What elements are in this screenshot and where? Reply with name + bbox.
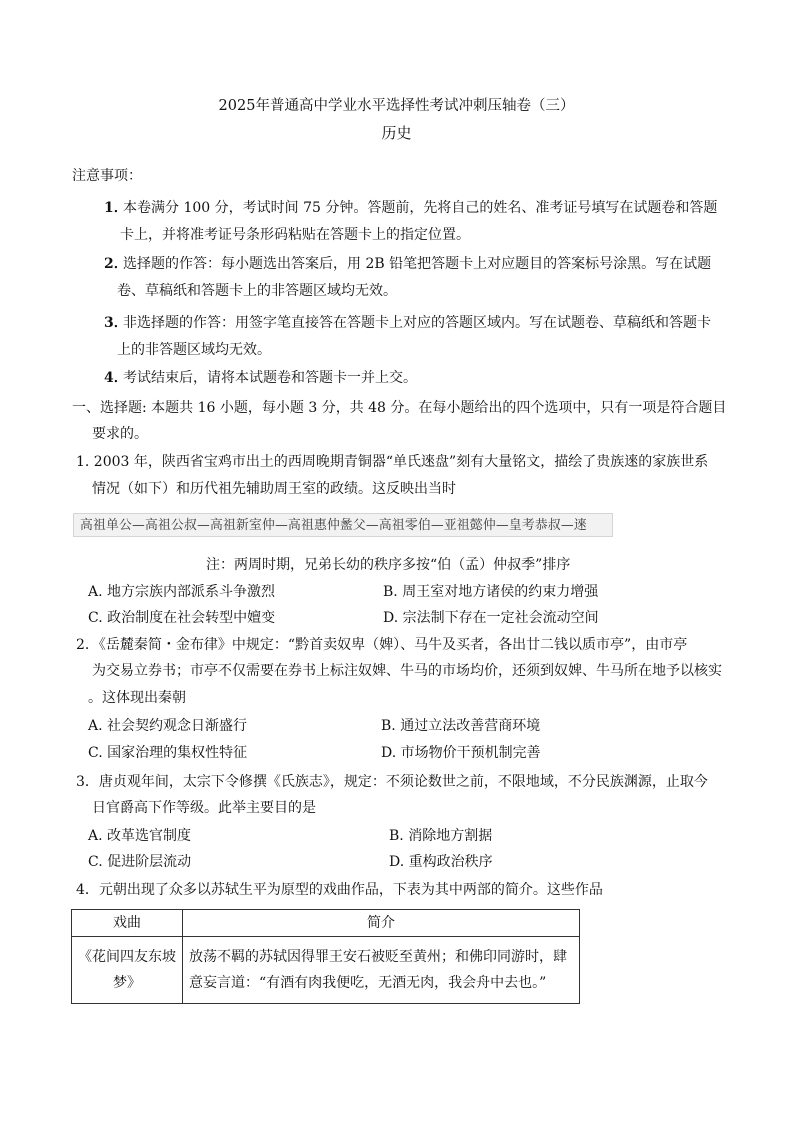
notice-num: 3．: [104, 315, 128, 331]
q3-option-b: B. 消除地方割据: [389, 828, 493, 844]
play-name-line: 梦》: [113, 975, 141, 991]
notice-text: 非选择题的作答：用签字笔直接答在答题卡上对应的答题区域内。写在试题卷、草稿纸和答题卡: [123, 315, 711, 331]
notice-text: 上的非答题区域均无效。: [117, 342, 271, 358]
q3-option-c: C. 促进阶层流动: [88, 854, 192, 870]
notice-text: 卷、草稿纸和答题卡上的非答题区域均无效。: [117, 283, 397, 299]
table-cell-play: [72, 937, 183, 1004]
exam-title: 2025年普通高中学业水平选择性考试冲刺压轴卷（三）: [218, 98, 575, 114]
q1-option-c: C. 政治制度在社会转型中嬗变: [88, 610, 276, 626]
section-heading-cont: 要求的。: [92, 426, 148, 442]
q1-note: 注：两周时期，兄弟长幼的秩序多按“伯（孟）仲叔季”排序: [206, 557, 571, 573]
q1-option-d: D. 宗法制下存在一定社会流动空间: [383, 610, 599, 626]
q3-option-a: A. 改革选官制度: [88, 828, 192, 844]
q2-stem-cont: 为交易立券书；市亭不仅需要在券书上标注奴婢、牛马的市场均价，还须到奴婢、牛马所在地予以核实: [92, 663, 722, 679]
q1-option-b: B. 周王室对地方诸侯的约束力增强: [383, 584, 599, 600]
table-header-row: [72, 910, 580, 937]
q2-option-b: B. 通过立法改善营商环境: [381, 718, 541, 734]
genealogy-image: [73, 513, 613, 537]
q3-option-d: D. 重构政治秩序: [389, 854, 493, 870]
table-header-cell: 简介: [183, 910, 580, 937]
genealogy-text: 高祖单公—高祖公叔—高祖新室仲—高祖惠仲盠父—高祖零伯—亚祖懿仲—皇考恭叔—逨: [80, 518, 587, 533]
desc-line: 放荡不羁的苏轼因得罪王安石被贬至黄州；和佛印同游时，肆: [189, 949, 567, 965]
q1-stem: 1. 2003 年，陕西省宝鸡市出土的西周晚期青铜器“单氏逨盘”刻有大量铭文，描绘了贵族逨的家族世系: [76, 454, 709, 470]
q3-stem-cont: 日官爵高下作等级。此举主要目的是: [92, 800, 316, 816]
q3-stem: 3．唐贞观年间，太宗下令修撰《氏族志》，规定：不须论数世之前，不限地域，不分民族渊源，止取今: [76, 774, 708, 790]
q1-stem-cont: 情况（如下）和历代祖先辅助周王室的政绩。这反映出当时: [92, 481, 456, 497]
q2-stem-cont: 。这体现出秦朝: [88, 690, 186, 706]
notice-num: 1．: [104, 200, 128, 216]
q2-option-d: D. 市场物价干预机制完善: [381, 745, 541, 761]
q2-option-a: A. 社会契约观念日渐盛行: [88, 718, 248, 734]
notice-heading: 注意事项：: [72, 168, 142, 184]
q1-option-a: A. 地方宗族内部派系斗争激烈: [88, 584, 276, 600]
table-cell-desc: [183, 937, 580, 1004]
section-heading: 一、选择题: 本题共 16 小题，每小题 3 分，共 48 分。在每小题给出的四个选项中，只有一项是符合题目: [72, 400, 727, 416]
desc-line: 意妄言道：“有酒有肉我便吃，无酒无肉，我会舟中去也。”: [189, 975, 547, 991]
q4-table: [71, 909, 580, 1004]
subject-title: 历史: [381, 124, 412, 142]
notice-text: 卡上，并将准考证号条形码粘贴在答题卡上的指定位置。: [120, 227, 470, 243]
notice-text: 选择题的作答：每小题选出答案后，用 2B 铅笔把答题卡上对应题目的答案标号涂黑。写在试题: [123, 256, 712, 272]
notice-text: 本卷满分 100 分，考试时间 75 分钟。答题前，先将自己的姓名、准考证号填写在试题卷和答题: [123, 200, 718, 216]
notice-num: 4．: [104, 370, 128, 386]
q2-stem: 2．《岳麓秦简・金布律》中规定：“黔首卖奴卑（婢）、马牛及买者，各出廿二钱以质市亭”，由市亭: [76, 637, 688, 653]
notice-num: 2．: [104, 256, 128, 272]
q4-stem: 4．元朝出现了众多以苏轼生平为原型的戏曲作品，下表为其中两部的简介。这些作品: [76, 882, 603, 898]
notice-text: 考试结束后，请将本试题卷和答题卡一并上交。: [123, 370, 417, 386]
table-header-cell: 戏曲: [72, 910, 183, 937]
q2-option-c: C. 国家治理的集权性特征: [88, 745, 248, 761]
play-name-line: 《花间四友东坡: [78, 949, 176, 965]
table-row: [72, 937, 580, 1004]
